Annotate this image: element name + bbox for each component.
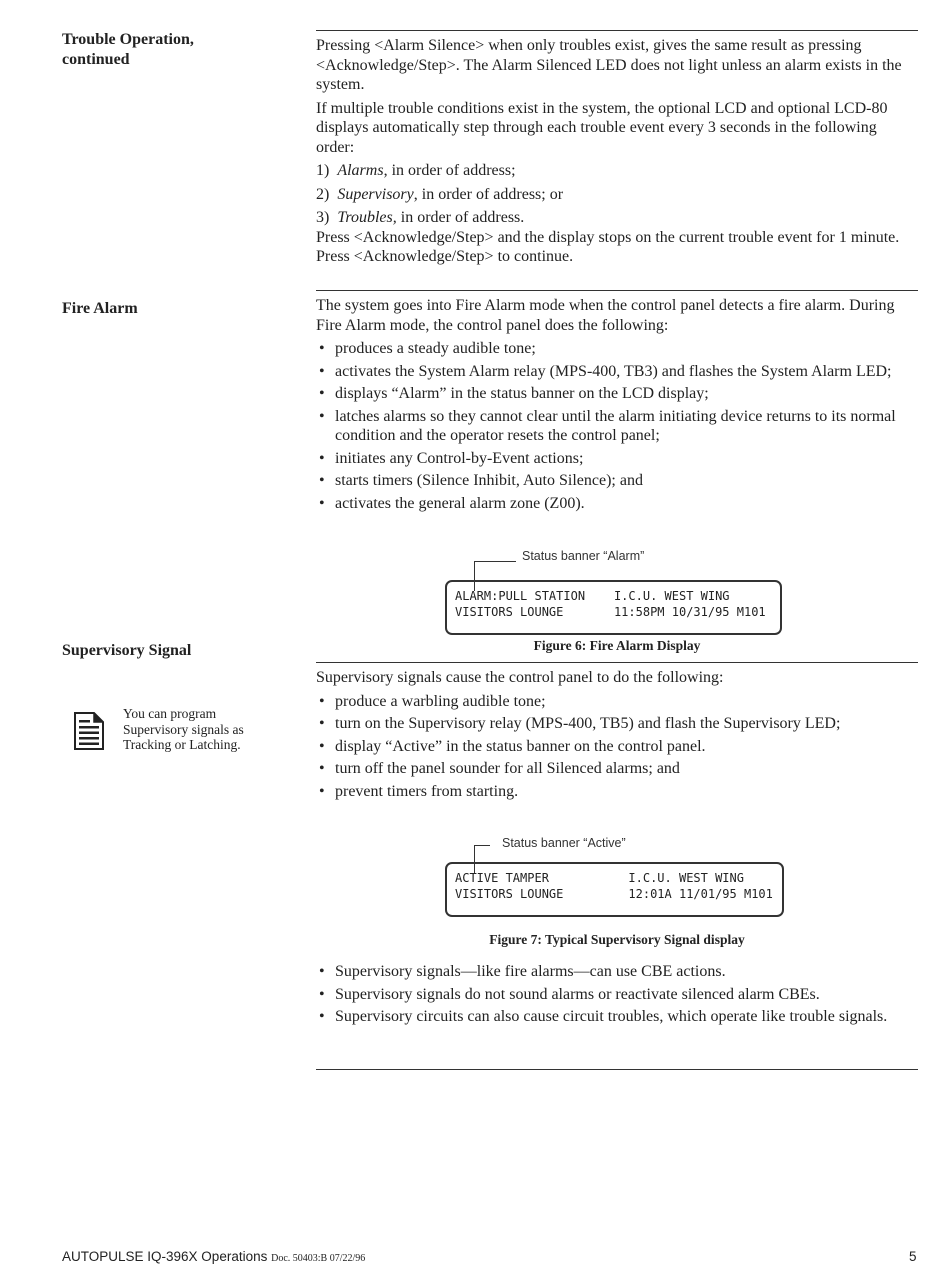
order-item: 1) Alarms, in order of address; (316, 162, 516, 179)
list-item: • displays “Alarm” in the status banner on the LCD display; (316, 384, 918, 404)
supervisory-list (316, 692, 918, 802)
paragraph: If multiple trouble conditions exist in the system, the optional LCD and optional LCD-80 displays automatically step through each trouble event every 3 seconds in the following order: (316, 99, 888, 156)
section-rule (316, 290, 918, 291)
order-item: 3) Troubles, in order of address. (316, 209, 525, 226)
list-item: • initiates any Control-by-Event actions; (316, 449, 918, 469)
paragraph: The system goes into Fire Alarm mode when the control panel detects a fire alarm. During Fire Alarm mode, the control panel does the following: (316, 297, 895, 334)
supervisory-body (316, 668, 918, 804)
list-item: • produce a warbling audible tone; (316, 692, 918, 712)
document-note-icon (74, 712, 104, 750)
list-item: • Supervisory signals do not sound alarms or reactivate silenced alarm CBEs. (316, 985, 918, 1005)
list-item: • starts timers (Silence Inhibit, Auto Silence); and (316, 471, 918, 491)
list-item: • Supervisory circuits can also cause circuit troubles, which operate like trouble signals. (316, 1007, 918, 1027)
order-item: 2) Supervisory, in order of address; or (316, 185, 564, 203)
supervisory-notes-list (316, 962, 918, 1027)
fire-alarm-list (316, 339, 918, 513)
fire-alarm-lcd: ALARM:PULL STATION I.C.U. WEST WING VISITORS LOUNGE 11:58PM 10/31/95 M101 (445, 580, 782, 635)
supervisory-notes (316, 962, 918, 1030)
list-item: • turn on the Supervisory relay (MPS-400, TB5) and flash the Supervisory LED; (316, 714, 918, 734)
list-item: • activates the System Alarm relay (MPS-400, TB3) and flashes the System Alarm LED; (316, 362, 918, 382)
figure-caption: Figure 6: Fire Alarm Display (533, 638, 701, 653)
list-item: • produces a steady audible tone; (316, 339, 918, 359)
list-item: • Supervisory signals—like fire alarms—can use CBE actions. (316, 962, 918, 982)
list-item: • activates the general alarm zone (Z00). (316, 494, 918, 514)
paragraph: Press <Acknowledge/Step> and the display stops on the current trouble event for 1 minute. Press <Acknowledge/Step> to continue. (316, 228, 900, 265)
margin-note: You can program Supervisory signals as Tracking or Latching. (123, 706, 244, 752)
fire-alarm-body (316, 296, 918, 516)
fire-alarm-heading: Fire Alarm (62, 300, 138, 317)
footer-title: AUTOPULSE IQ-396X Operations Doc. 50403:B 07/22/96 (62, 1249, 366, 1264)
list-item: • display “Active” in the status banner on the control panel. (316, 737, 918, 757)
list-item: • prevent timers from starting. (316, 782, 918, 802)
doc-number: Doc. 50403:B 07/22/96 (271, 1253, 366, 1264)
trouble-body (316, 36, 918, 271)
paragraph: Supervisory signals cause the control panel to do the following: (316, 669, 724, 686)
callout-leader (474, 561, 516, 562)
section-rule (316, 1069, 918, 1070)
supervisory-lcd: ACTIVE TAMPER I.C.U. WEST WING VISITORS LOUNGE 12:01A 11/01/95 M101 (445, 862, 784, 917)
trouble-heading: Trouble Operation, continued (62, 31, 194, 68)
list-item: • turn off the panel sounder for all Silenced alarms; and (316, 759, 918, 779)
paragraph: Pressing <Alarm Silence> when only troubles exist, gives the same result as pressing <Acknowledge/Step>. The Alarm Silenced LED does not light unless an alarm exists in the system. (316, 37, 902, 93)
page-number: 5 (909, 1249, 917, 1264)
figure-caption: Figure 7: Typical Supervisory Signal display (489, 932, 745, 947)
supervisory-heading: Supervisory Signal (62, 642, 192, 659)
fire-callout: Status banner “Alarm” (522, 549, 645, 563)
list-item: • latches alarms so they cannot clear until the alarm initiating device returns to its normal condition and the operator resets the control panel; (316, 407, 918, 446)
supervisory-callout: Status banner “Active” (502, 836, 626, 850)
callout-leader (474, 845, 490, 846)
section-rule (316, 662, 918, 663)
section-rule (316, 30, 918, 31)
